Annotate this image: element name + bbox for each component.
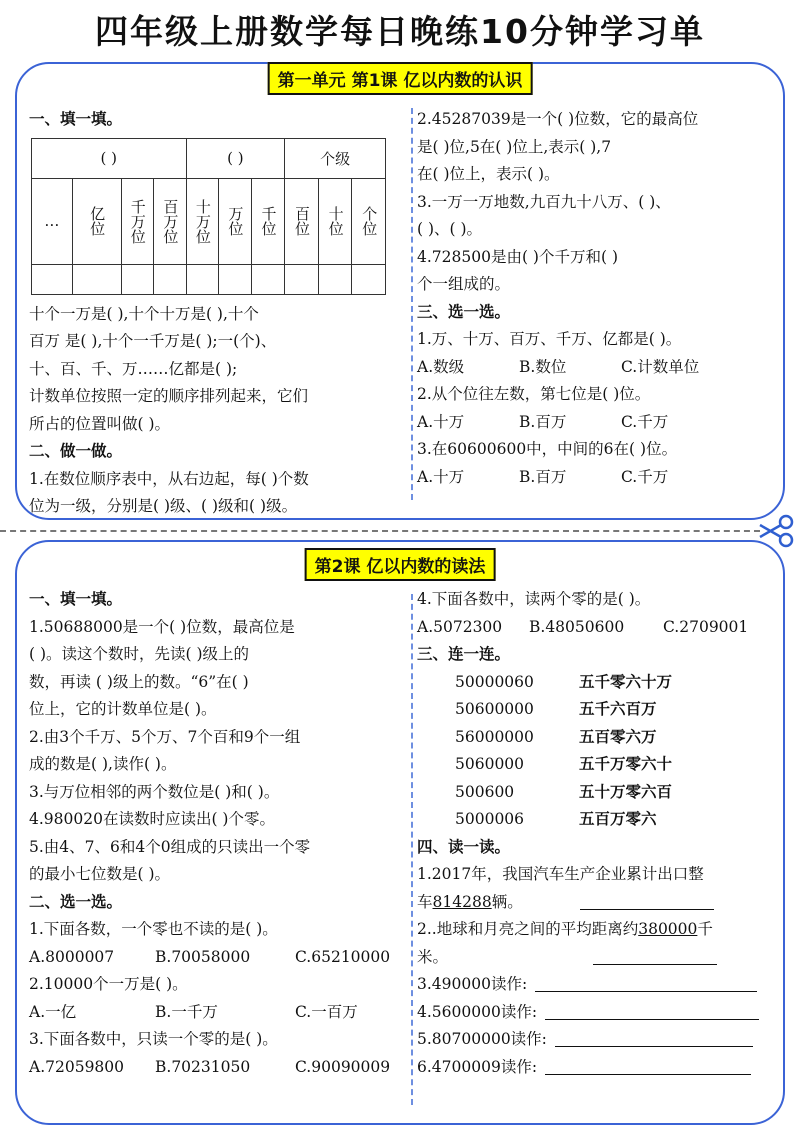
choice-question: 1.万、十万、百万、千万、亿都是( )。: [417, 330, 682, 348]
table-cell: 个位: [352, 178, 386, 264]
underlined-number: 380000: [638, 920, 698, 938]
table-header-ones-group: 个级: [285, 138, 386, 178]
option-b[interactable]: B.70231050: [155, 1057, 251, 1076]
table-cell: 千万位: [121, 178, 154, 264]
table-answer-cell[interactable]: [186, 264, 219, 294]
option-b[interactable]: B.70058000: [155, 947, 251, 966]
choice-question: 2.从个位往左数，第七位是( )位。: [417, 385, 651, 403]
question-line: 十个一万是( ),十个十万是( ),十个: [29, 304, 259, 323]
answer-blank[interactable]: [580, 892, 714, 910]
question-line: 4.980020在读数时应读出( )个零。: [29, 810, 275, 828]
text: 2..地球和月亮之间的平均距离约: [417, 920, 639, 938]
choice-options: [417, 614, 775, 642]
option-c[interactable]: C.千万: [621, 412, 669, 431]
table-answer-cell[interactable]: [352, 264, 386, 294]
option-a[interactable]: A.数级: [417, 357, 465, 376]
option-c[interactable]: C.65210000: [295, 947, 391, 966]
table-cell: 百万位: [154, 178, 187, 264]
question-line: 百万 是( ),十个一千万是( );一(个)、: [29, 332, 277, 350]
question-line: [417, 889, 775, 917]
choose-heading: 二、选一选。: [29, 892, 123, 911]
option-b[interactable]: B.百万: [519, 412, 567, 431]
text: 车: [417, 892, 433, 911]
table-cell: 亿位: [72, 178, 121, 264]
read-line: [417, 971, 775, 999]
option-a[interactable]: A.一亿: [29, 1002, 77, 1021]
match-number: 50600000: [455, 700, 534, 718]
table-header-blank-2: ( ): [186, 138, 285, 178]
question-line: 数，再读 ( )级上的数。“6”在( ): [29, 672, 249, 691]
question-line: 2.由3个千万、5个万、7个百和9个一组: [29, 727, 301, 746]
place-value-table: [31, 138, 386, 295]
read-line: [417, 999, 775, 1027]
lesson2-right-column: [417, 586, 775, 1081]
option-a[interactable]: A.8000007: [29, 947, 115, 966]
question-line: 1.在数位顺序表中，从右边起，每( )个数: [29, 469, 309, 488]
table-answer-cell[interactable]: [251, 264, 285, 294]
table-cell-ellipsis: …: [32, 178, 73, 264]
match-number: 5060000: [455, 755, 525, 773]
question-line: 2.45287039是一个( )位数，它的最高位: [417, 110, 699, 128]
question-line: 4.728500是由( )个千万和( ): [417, 247, 619, 266]
choice-question: 1.下面各数，一个零也不读的是( )。: [29, 920, 278, 938]
option-a[interactable]: A.十万: [417, 467, 465, 486]
answer-blank[interactable]: [545, 1002, 759, 1020]
choose-heading: 三、选一选。: [417, 302, 511, 321]
read-prompt: 6.4700009读作:: [417, 1057, 538, 1076]
table-answer-cell[interactable]: [121, 264, 154, 294]
option-c[interactable]: C.90090009: [295, 1057, 391, 1076]
lesson1-panel: [15, 62, 785, 520]
table-cell: 万位: [219, 178, 252, 264]
question-line: 个一组成的。: [417, 275, 511, 293]
match-heading: 三、连一连。: [417, 645, 511, 663]
match-word: 五千零六十万: [579, 672, 673, 691]
match-number: 56000000: [455, 727, 534, 746]
lesson2-panel: [15, 540, 785, 1125]
option-a[interactable]: A.5072300: [417, 617, 503, 636]
table-cell: 十位: [318, 178, 352, 264]
answer-blank[interactable]: [545, 1057, 751, 1075]
match-row[interactable]: [417, 751, 775, 779]
question-line: 位为一级，分别是( )级、( )级和( )级。: [29, 497, 298, 515]
fill-in-heading: 一、填一填。: [29, 110, 123, 128]
match-number: 50000060: [455, 672, 534, 691]
table-answer-cell[interactable]: [318, 264, 352, 294]
column-divider: [411, 594, 413, 1105]
option-c[interactable]: C.千万: [621, 467, 669, 486]
choice-question: 3.下面各数中，只读一个零的是( )。: [29, 1030, 278, 1048]
option-b[interactable]: B.48050600: [529, 617, 625, 636]
match-row[interactable]: [417, 724, 775, 752]
read-prompt: 5.80700000读作:: [417, 1030, 547, 1048]
match-number: 5000006: [455, 810, 525, 828]
match-row[interactable]: [417, 779, 775, 807]
question-line: 的最小七位数是( )。: [29, 865, 171, 883]
question-line: ( )。读这个数时，先读( )级上的: [29, 645, 250, 663]
question-line: 位上，它的计数单位是( )。: [29, 700, 217, 718]
table-cell: 千位: [251, 178, 285, 264]
practice-heading: 二、做一做。: [29, 442, 123, 460]
question-line: 所占的位置叫做( )。: [29, 414, 171, 433]
table-answer-cell[interactable]: [219, 264, 252, 294]
choice-question: 2.10000个一万是( )。: [29, 975, 188, 993]
question-line: 计数单位按照一定的顺序排列起来，它们: [29, 387, 309, 405]
lesson1-banner: 第一单元 第1课 亿以内数的认识: [268, 62, 533, 95]
question-line: 1.2017年，我国汽车生产企业累计出口整: [417, 865, 704, 883]
option-b[interactable]: B.数位: [519, 357, 567, 376]
lesson1-left-column: [29, 106, 405, 521]
match-word: 五千六百万: [579, 700, 657, 718]
question-line: ( )、( )。: [417, 220, 483, 238]
answer-blank[interactable]: [555, 1029, 753, 1047]
table-header-blank-1: ( ): [32, 138, 187, 178]
read-line: [417, 1054, 775, 1082]
answer-blank[interactable]: [593, 947, 717, 965]
read-prompt: 4.5600000读作:: [417, 1002, 538, 1021]
table-answer-cell[interactable]: [72, 264, 121, 294]
match-row[interactable]: [417, 696, 775, 724]
match-word: 五百零六万: [579, 727, 657, 746]
choice-options: [417, 354, 775, 382]
option-a[interactable]: A.72059800: [29, 1057, 125, 1076]
match-word: 五千万零六十: [579, 755, 673, 773]
choice-options: [29, 944, 405, 972]
option-a[interactable]: A.十万: [417, 412, 465, 431]
option-c[interactable]: C.2709001: [663, 617, 749, 636]
table-answer-cell[interactable]: [32, 264, 73, 294]
read-line: [417, 1026, 775, 1054]
read-heading: 四、读一读。: [417, 837, 511, 856]
match-word: 五百万零六: [579, 810, 657, 828]
table-answer-cell[interactable]: [154, 264, 187, 294]
table-cell: 百位: [285, 178, 319, 264]
choice-options: [417, 409, 775, 437]
cut-line: [0, 530, 760, 532]
question-line: 5.由4、7、6和4个0组成的只读出一个零: [29, 837, 311, 856]
text: 辆。: [491, 892, 523, 911]
question-line: [417, 944, 775, 972]
question-line: 十、百、千、万……亿都是( );: [29, 359, 238, 378]
table-cell: 十万位: [186, 178, 219, 264]
match-row[interactable]: [417, 806, 775, 834]
text: 米。: [417, 947, 449, 966]
choice-question: 4.下面各数中，读两个零的是( )。: [417, 590, 651, 608]
text: 千: [697, 920, 713, 938]
question-line: 成的数是( ),读作( )。: [29, 755, 177, 773]
question-line: [417, 916, 775, 944]
choice-question: 3.在60600600中，中间的6在( )位。: [417, 440, 678, 458]
match-word: 五十万零六百: [579, 782, 673, 801]
lesson2-left-column: [29, 586, 405, 1081]
page-title: 四年级上册数学每日晚练10分钟学习单: [95, 12, 705, 51]
question-line: 1.50688000是一个( )位数，最高位是: [29, 617, 295, 636]
answer-blank[interactable]: [535, 974, 757, 992]
lesson2-banner: 第2课 亿以内数的读法: [305, 548, 496, 581]
option-c[interactable]: C.计数单位: [621, 357, 700, 376]
read-prompt: 3.490000读作:: [417, 975, 528, 993]
choice-options: [29, 999, 405, 1027]
column-divider: [411, 108, 413, 500]
underlined-number: 814288: [432, 892, 492, 911]
table-answer-cell[interactable]: [285, 264, 319, 294]
question-line: 在( )位上，表示( )。: [417, 165, 560, 183]
fill-in-heading: 一、填一填。: [29, 590, 123, 608]
choice-options: [29, 1054, 405, 1082]
option-b[interactable]: B.百万: [519, 467, 567, 486]
question-line: 3.与万位相邻的两个数位是( )和( )。: [29, 782, 280, 801]
option-c[interactable]: C.一百万: [295, 1002, 358, 1021]
question-line: 是( )位,5在( )位上,表示( ),7: [417, 137, 612, 156]
lesson1-right-column: [417, 106, 775, 491]
match-row[interactable]: [417, 669, 775, 697]
match-number: 500600: [455, 782, 515, 801]
question-line: 3.一万一万地数,九百九十八万、( )、: [417, 192, 671, 211]
option-b[interactable]: B.一千万: [155, 1002, 218, 1021]
choice-options: [417, 464, 775, 492]
